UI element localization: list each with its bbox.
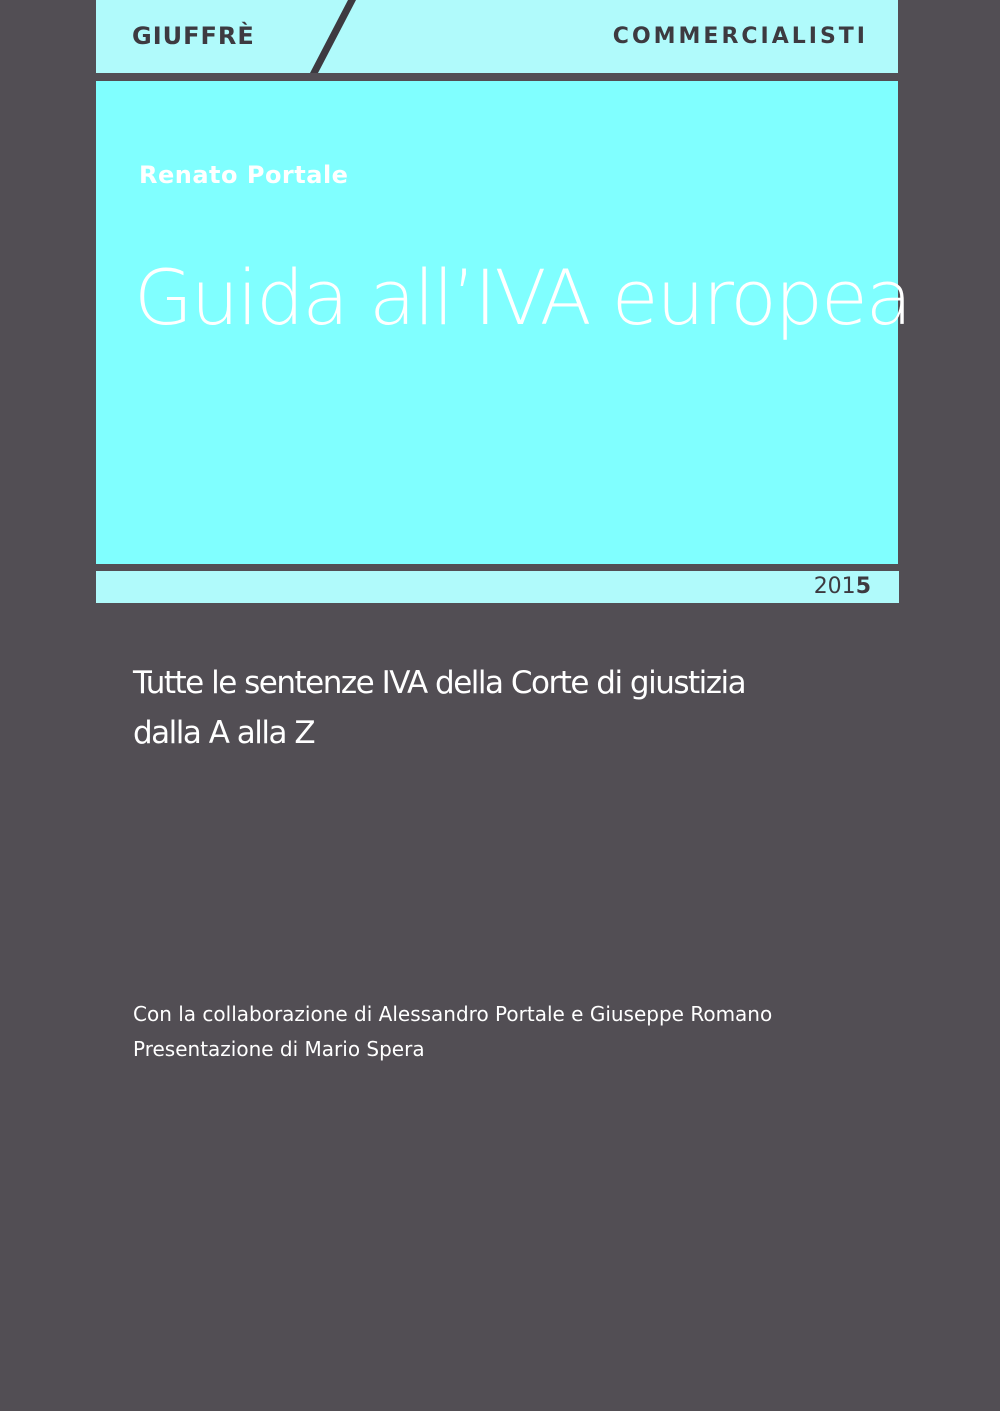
title-panel — [96, 81, 911, 564]
publisher-logo: GIUFFRÈ — [132, 22, 255, 50]
edition-year-suffix: 5 — [855, 574, 871, 599]
edition-year — [814, 574, 871, 599]
subtitle-line-1: Tutte le sentenze IVA della Corte di giustizia — [133, 665, 746, 701]
subtitle — [133, 658, 833, 758]
header-bar — [96, 0, 898, 73]
presentation-credit: Presentazione di Mario Spera — [133, 1037, 425, 1061]
year-bar — [96, 571, 899, 603]
collaboration-credit: Con la collaborazione di Alessandro Portale e Giuseppe Romano — [133, 1002, 773, 1026]
series-name: COMMERCIALISTI — [612, 24, 868, 49]
credits — [133, 997, 772, 1067]
book-title: Guida all’IVA europea — [134, 253, 911, 342]
subtitle-line-2: dalla A alla Z — [133, 715, 315, 751]
edition-year-prefix: 201 — [813, 574, 856, 599]
author-name: Renato Portale — [139, 161, 349, 189]
